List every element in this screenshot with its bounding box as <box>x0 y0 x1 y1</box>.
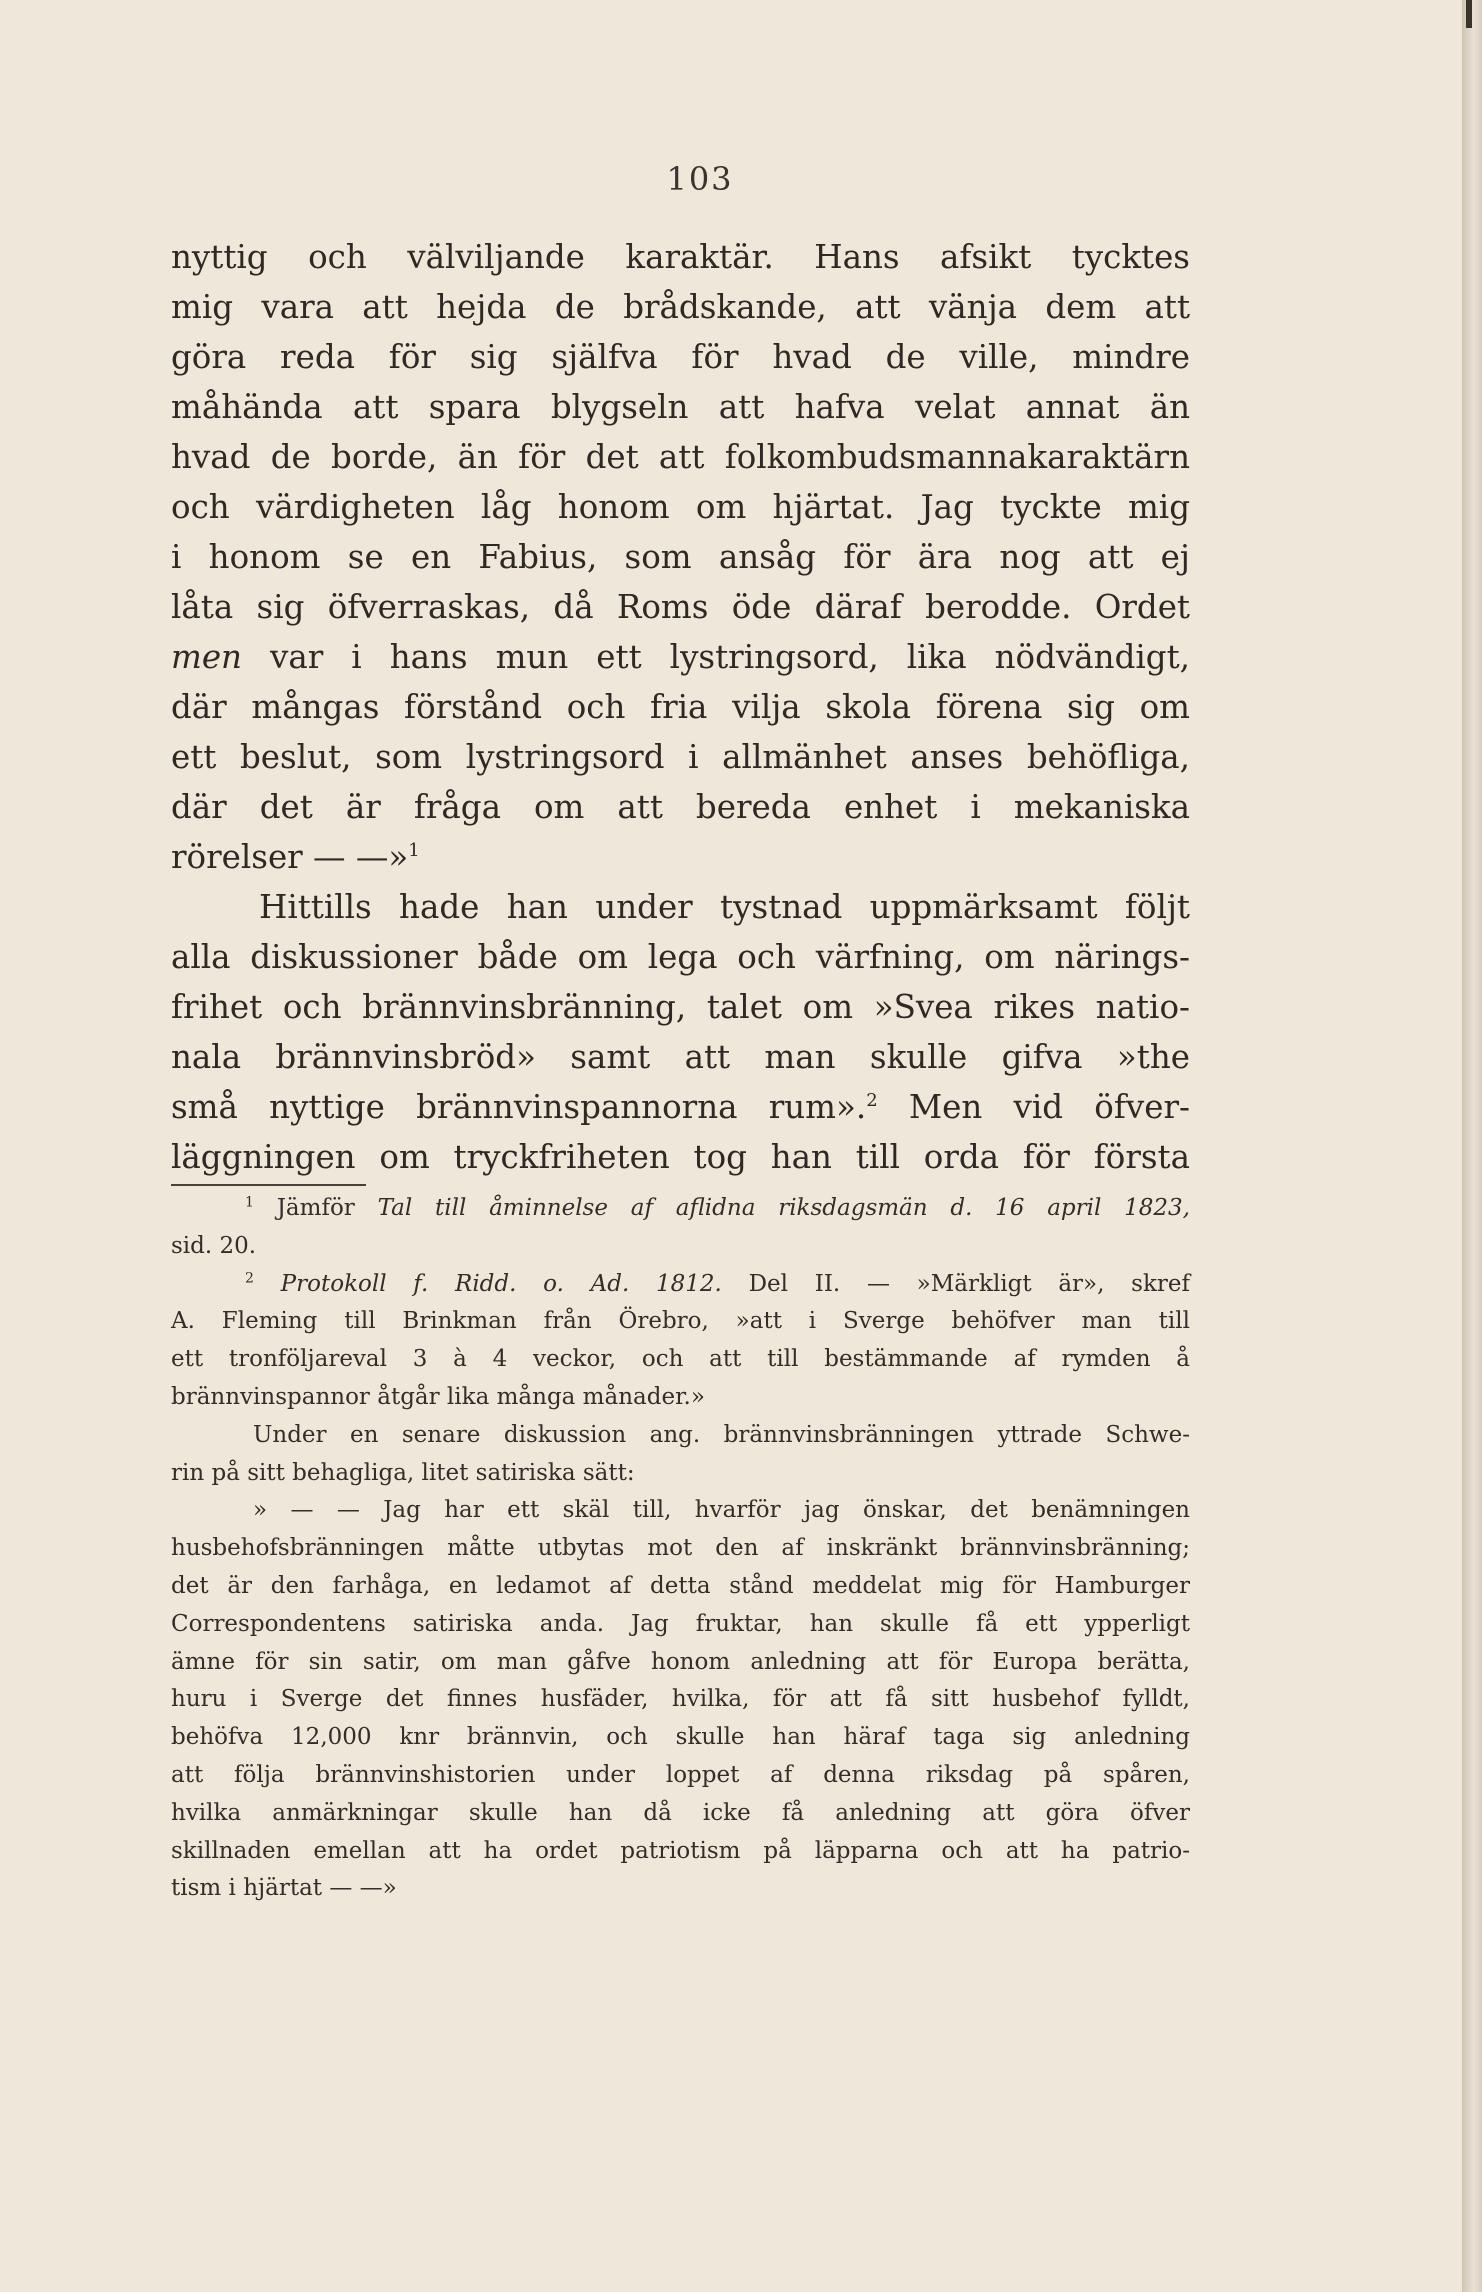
footnote-line: ämne för sin satir, om man gåfve honom anledning att för Europa berätta, <box>171 1648 1190 1675</box>
footnote-line: brännvinspannor åtgår lika många månader.» <box>171 1383 705 1410</box>
footnote-line: att följa brännvinshistorien under loppet af denna riksdag på spåren, <box>171 1761 1190 1788</box>
footnote-marker: 1 <box>245 1194 254 1211</box>
text-line: frihet och brännvinsbränning, talet om »Svea rikes natio- <box>171 988 1190 1026</box>
footnotes <box>171 1190 1190 1908</box>
footnote-line: Under en senare diskussion ang. brännvinsbränningen yttrade Schwe- <box>253 1421 1190 1448</box>
footnote-text: Del II. — »Märkligt är», skref <box>748 1270 1191 1297</box>
footnote-marker: 2 <box>245 1269 254 1286</box>
footnote-1 <box>171 1190 1190 1228</box>
scan-edge-mark <box>1466 0 1472 28</box>
footnote-line: huru i Sverge det finnes husfäder, hvilka, för att få sitt husbehof fylldt, <box>171 1686 1190 1713</box>
footnote-ref: 1 <box>408 840 420 862</box>
page-edge <box>1462 0 1482 2292</box>
text-line: måhända att spara blygseln att hafva velat annat än <box>171 388 1190 426</box>
footnote-line: Correspondentens satiriska anda. Jag fruktar, han skulle få ett ypperligt <box>171 1610 1190 1637</box>
footnote-title: Tal till åminnelse af aflidna riksdagsmän d. 16 april 1823, <box>377 1195 1190 1221</box>
text-line <box>171 632 1190 682</box>
page-number: 103 <box>666 160 734 198</box>
footnote-line: behöfva 12,000 knr brännvin, och skulle han häraf taga sig anledning <box>171 1724 1190 1751</box>
footnote-line: hvilka anmärkningar skulle han då icke få anledning att göra öfver <box>171 1799 1190 1826</box>
text-line <box>171 832 1190 882</box>
footnote-divider <box>171 1184 366 1186</box>
text-line-rest: var i hans mun ett lystringsord, lika nödvändigt, <box>270 638 1190 676</box>
text-line: där mångas förstånd och fria vilja skola förena sig om <box>171 688 1190 726</box>
paragraph-start: Hittills hade han under tystnad uppmärksamt följt <box>259 888 1190 926</box>
footnote-2 <box>171 1266 1190 1304</box>
text-line <box>171 1082 1190 1132</box>
footnote-line: husbehofsbränningen måtte utbytas mot den af inskränkt brännvinsbränning; <box>171 1535 1190 1562</box>
text-line: göra reda för sig själfva för hvad de ville, mindre <box>171 338 1190 376</box>
footnote-line: det är den farhåga, en ledamot af detta stånd meddelat mig för Hamburger <box>171 1572 1190 1599</box>
main-text <box>171 232 1190 1182</box>
footnote-line: rin på sitt behagliga, litet satiriska sätt: <box>171 1459 635 1486</box>
footnote-ref: 2 <box>866 1090 878 1112</box>
text-line-content: små nyttige brännvinspannorna rum». <box>171 1088 867 1126</box>
text-line: nala brännvinsbröd» samt att man skulle gifva »the <box>171 1038 1190 1076</box>
text-line: mig vara att hejda de brådskande, att vänja dem att <box>171 288 1190 326</box>
footnote-line: skillnaden emellan att ha ordet patriotism på läpparna och att ha patrio- <box>171 1837 1190 1864</box>
text-line: ett beslut, som lystringsord i allmänhet anses behöfliga, <box>171 738 1190 776</box>
text-line: nyttig och välviljande karaktär. Hans afsikt tycktes <box>171 238 1190 276</box>
footnote-line: A. Fleming till Brinkman från Örebro, »att i Sverge behöfver man till <box>171 1308 1190 1335</box>
footnote-line: » — — Jag har ett skäl till, hvarför jag önskar, det benämningen <box>253 1497 1190 1524</box>
text-line-content: rörelser — —» <box>171 838 409 876</box>
text-line: hvad de borde, än för det att folkombudsmannakaraktärn <box>171 438 1190 476</box>
footnote-source: Protokoll f. Ridd. o. Ad. 1812. <box>280 1270 722 1297</box>
text-line: alla diskussioner både om lega och värfning, om närings- <box>171 938 1190 976</box>
text-line: i honom se en Fabius, som ansåg för ära nog att ej <box>171 538 1190 576</box>
footnote-line: tism i hjärtat — —» <box>171 1875 397 1902</box>
footnote-lead: Jämför <box>276 1195 355 1221</box>
italic-word: men <box>171 638 242 676</box>
text-line: där det är fråga om att bereda enhet i mekaniska <box>171 788 1190 826</box>
text-line: läggningen om tryckfriheten tog han till orda för första <box>171 1138 1190 1176</box>
footnote-line: sid. 20. <box>171 1232 257 1259</box>
footnote-line: ett tronföljareval 3 à 4 veckor, och att till bestämmande af rymden å <box>171 1346 1190 1373</box>
text-line: och värdigheten låg honom om hjärtat. Jag tyckte mig <box>171 488 1190 526</box>
text-line: låta sig öfverraskas, då Roms öde däraf berodde. Ordet <box>171 588 1190 626</box>
text-line-rest: Men vid öfver- <box>908 1088 1190 1126</box>
